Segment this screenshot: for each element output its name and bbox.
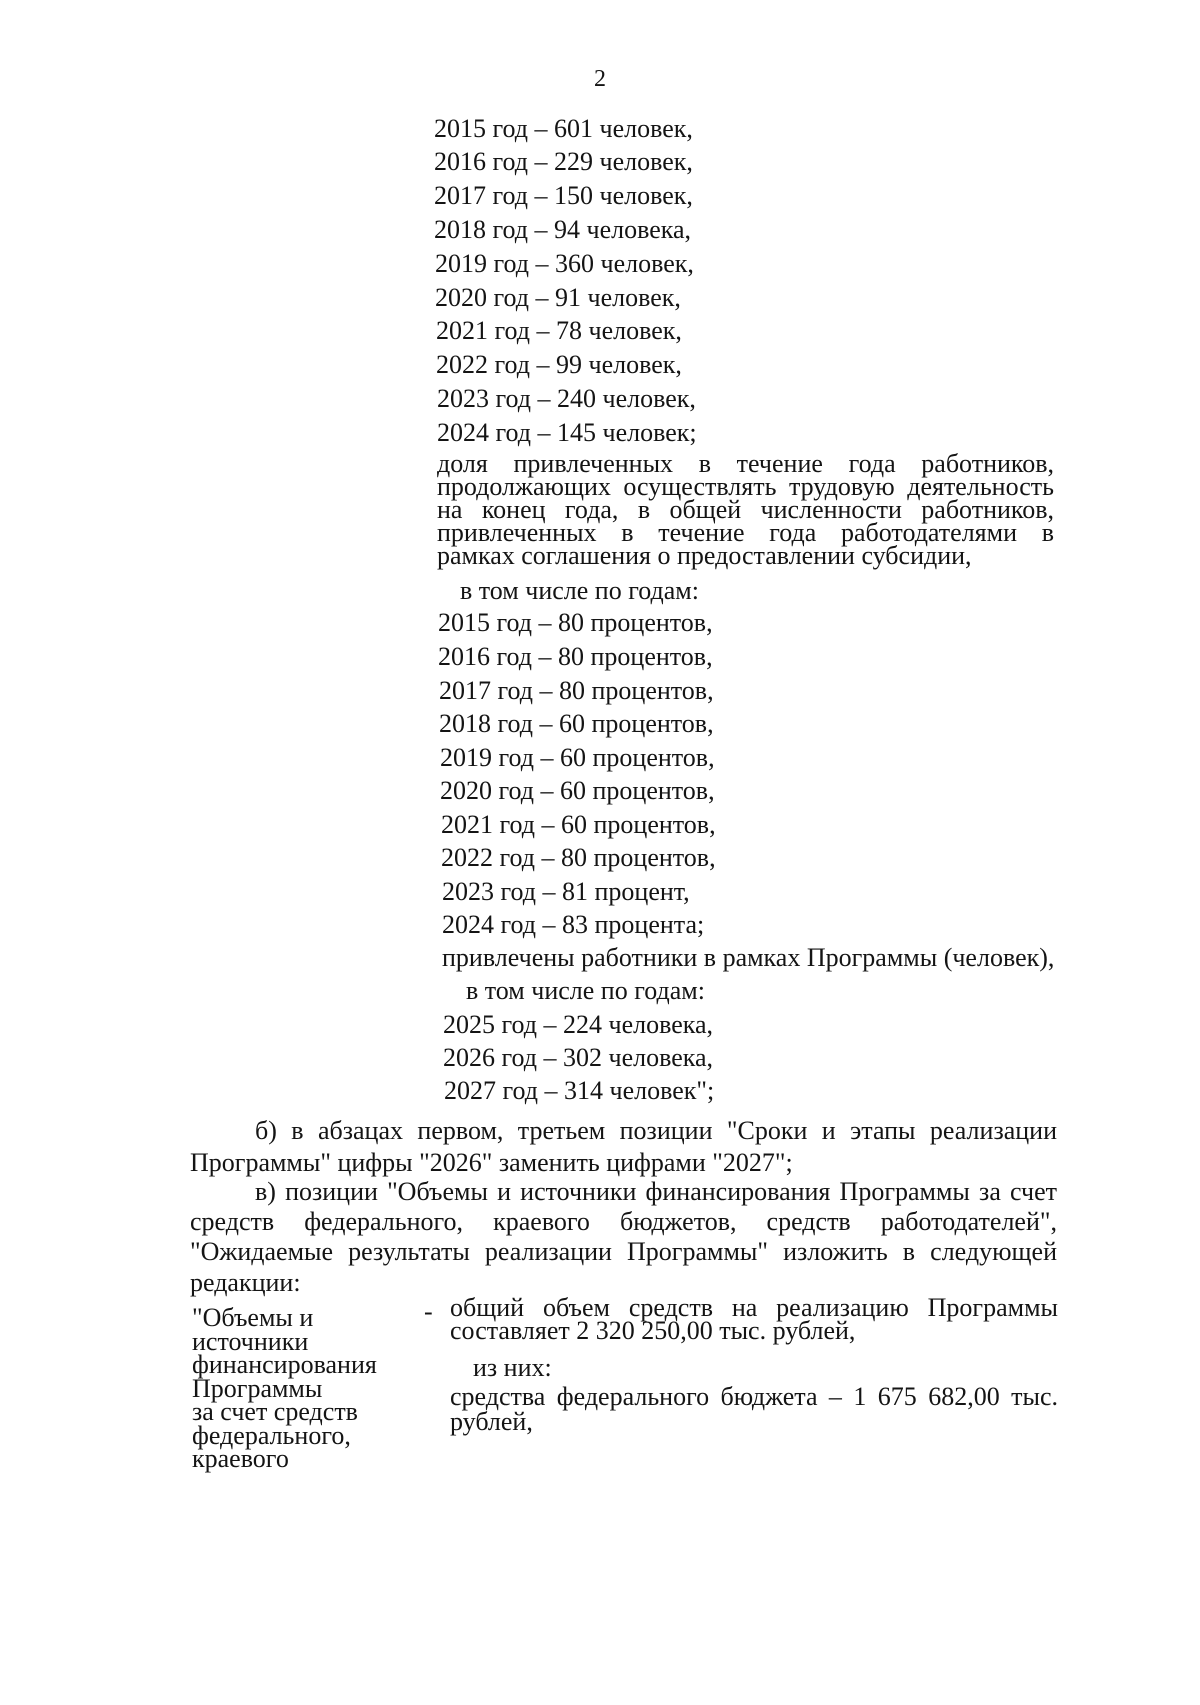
list-item: 2022 год – 99 человек, — [436, 350, 682, 379]
list-item: 2018 год – 94 человека, — [434, 215, 692, 244]
share-paragraph-line: на конец года, в общей численности работников, — [437, 495, 1054, 524]
by-years-heading: в том числе по годам: — [460, 576, 699, 605]
list-item: 2027 год – 314 человек"; — [444, 1076, 715, 1105]
paragraph-b-line: б) в абзацах первом, третьем позиции "Сроки и этапы реализации — [255, 1116, 1057, 1145]
table-value-line: составляет 2 320 250,00 тыс. рублей, — [450, 1316, 856, 1345]
paragraph-v-line: средств федерального, краевого бюджетов, средств работодателей", — [190, 1207, 1057, 1236]
table-label-line: краевого — [192, 1444, 289, 1473]
attracted-workers-line: привлечены работники в рамках Программы (человек), — [442, 943, 1055, 972]
list-item: 2022 год – 80 процентов, — [441, 843, 716, 872]
page-number: 2 — [594, 66, 606, 92]
table-label-line: источники — [192, 1327, 309, 1356]
share-paragraph-line: доля привлеченных в течение года работников, — [437, 449, 1054, 478]
table-value-line: средства федерального бюджета – 1 675 682,00 тыс. — [450, 1382, 1058, 1411]
list-item: 2019 год – 360 человек, — [435, 249, 694, 278]
paragraph-v-line: "Ожидаемые результаты реализации Программы" изложить в следующей — [190, 1237, 1057, 1266]
share-paragraph-line: привлеченных в течение года работодателями в — [437, 518, 1054, 547]
table-label-line: финансирования — [192, 1350, 377, 1379]
list-item: 2016 год – 80 процентов, — [438, 642, 713, 671]
list-item: 2015 год – 80 процентов, — [438, 608, 713, 637]
list-item: 2020 год – 60 процентов, — [440, 776, 715, 805]
list-item: 2019 год – 60 процентов, — [440, 743, 715, 772]
table-label-line: федерального, — [192, 1421, 351, 1450]
table-value-line: из них: — [473, 1353, 552, 1382]
list-item: 2023 год – 81 процент, — [442, 877, 690, 906]
list-item: 2023 год – 240 человек, — [437, 384, 696, 413]
paragraph-b-line: Программы" цифры "2026" заменить цифрами "2027"; — [190, 1148, 793, 1177]
share-paragraph-line: рамках соглашения о предоставлении субсидии, — [437, 541, 972, 570]
share-paragraph-line: продолжающих осуществлять трудовую деятельность — [437, 472, 1054, 501]
table-label-line: Программы — [192, 1374, 323, 1403]
list-item: 2024 год – 145 человек; — [437, 418, 697, 447]
table-label-line: "Объемы и — [192, 1303, 314, 1332]
list-item: 2017 год – 80 процентов, — [439, 676, 714, 705]
paragraph-v-line: в) позиции "Объемы и источники финансирования Программы за счет — [255, 1177, 1057, 1206]
table-dash: - — [424, 1297, 433, 1326]
table-value-line: общий объем средств на реализацию Программы — [450, 1293, 1058, 1322]
list-item: 2020 год – 91 человек, — [435, 283, 681, 312]
paragraph-v-line: редакции: — [190, 1268, 301, 1297]
list-item: 2024 год – 83 процента; — [442, 910, 705, 939]
list-item: 2016 год – 229 человек, — [434, 147, 693, 176]
list-item: 2015 год – 601 человек, — [434, 114, 693, 143]
list-item: 2026 год – 302 человека, — [443, 1043, 714, 1072]
by-years-heading: в том числе по годам: — [466, 976, 705, 1005]
table-label-line: за счет средств — [192, 1397, 358, 1426]
list-item: 2021 год – 60 процентов, — [441, 810, 716, 839]
list-item: 2025 год – 224 человека, — [443, 1010, 714, 1039]
list-item: 2018 год – 60 процентов, — [439, 709, 714, 738]
list-item: 2017 год – 150 человек, — [434, 181, 693, 210]
list-item: 2021 год – 78 человек, — [436, 316, 682, 345]
table-value-line: рублей, — [450, 1407, 533, 1436]
